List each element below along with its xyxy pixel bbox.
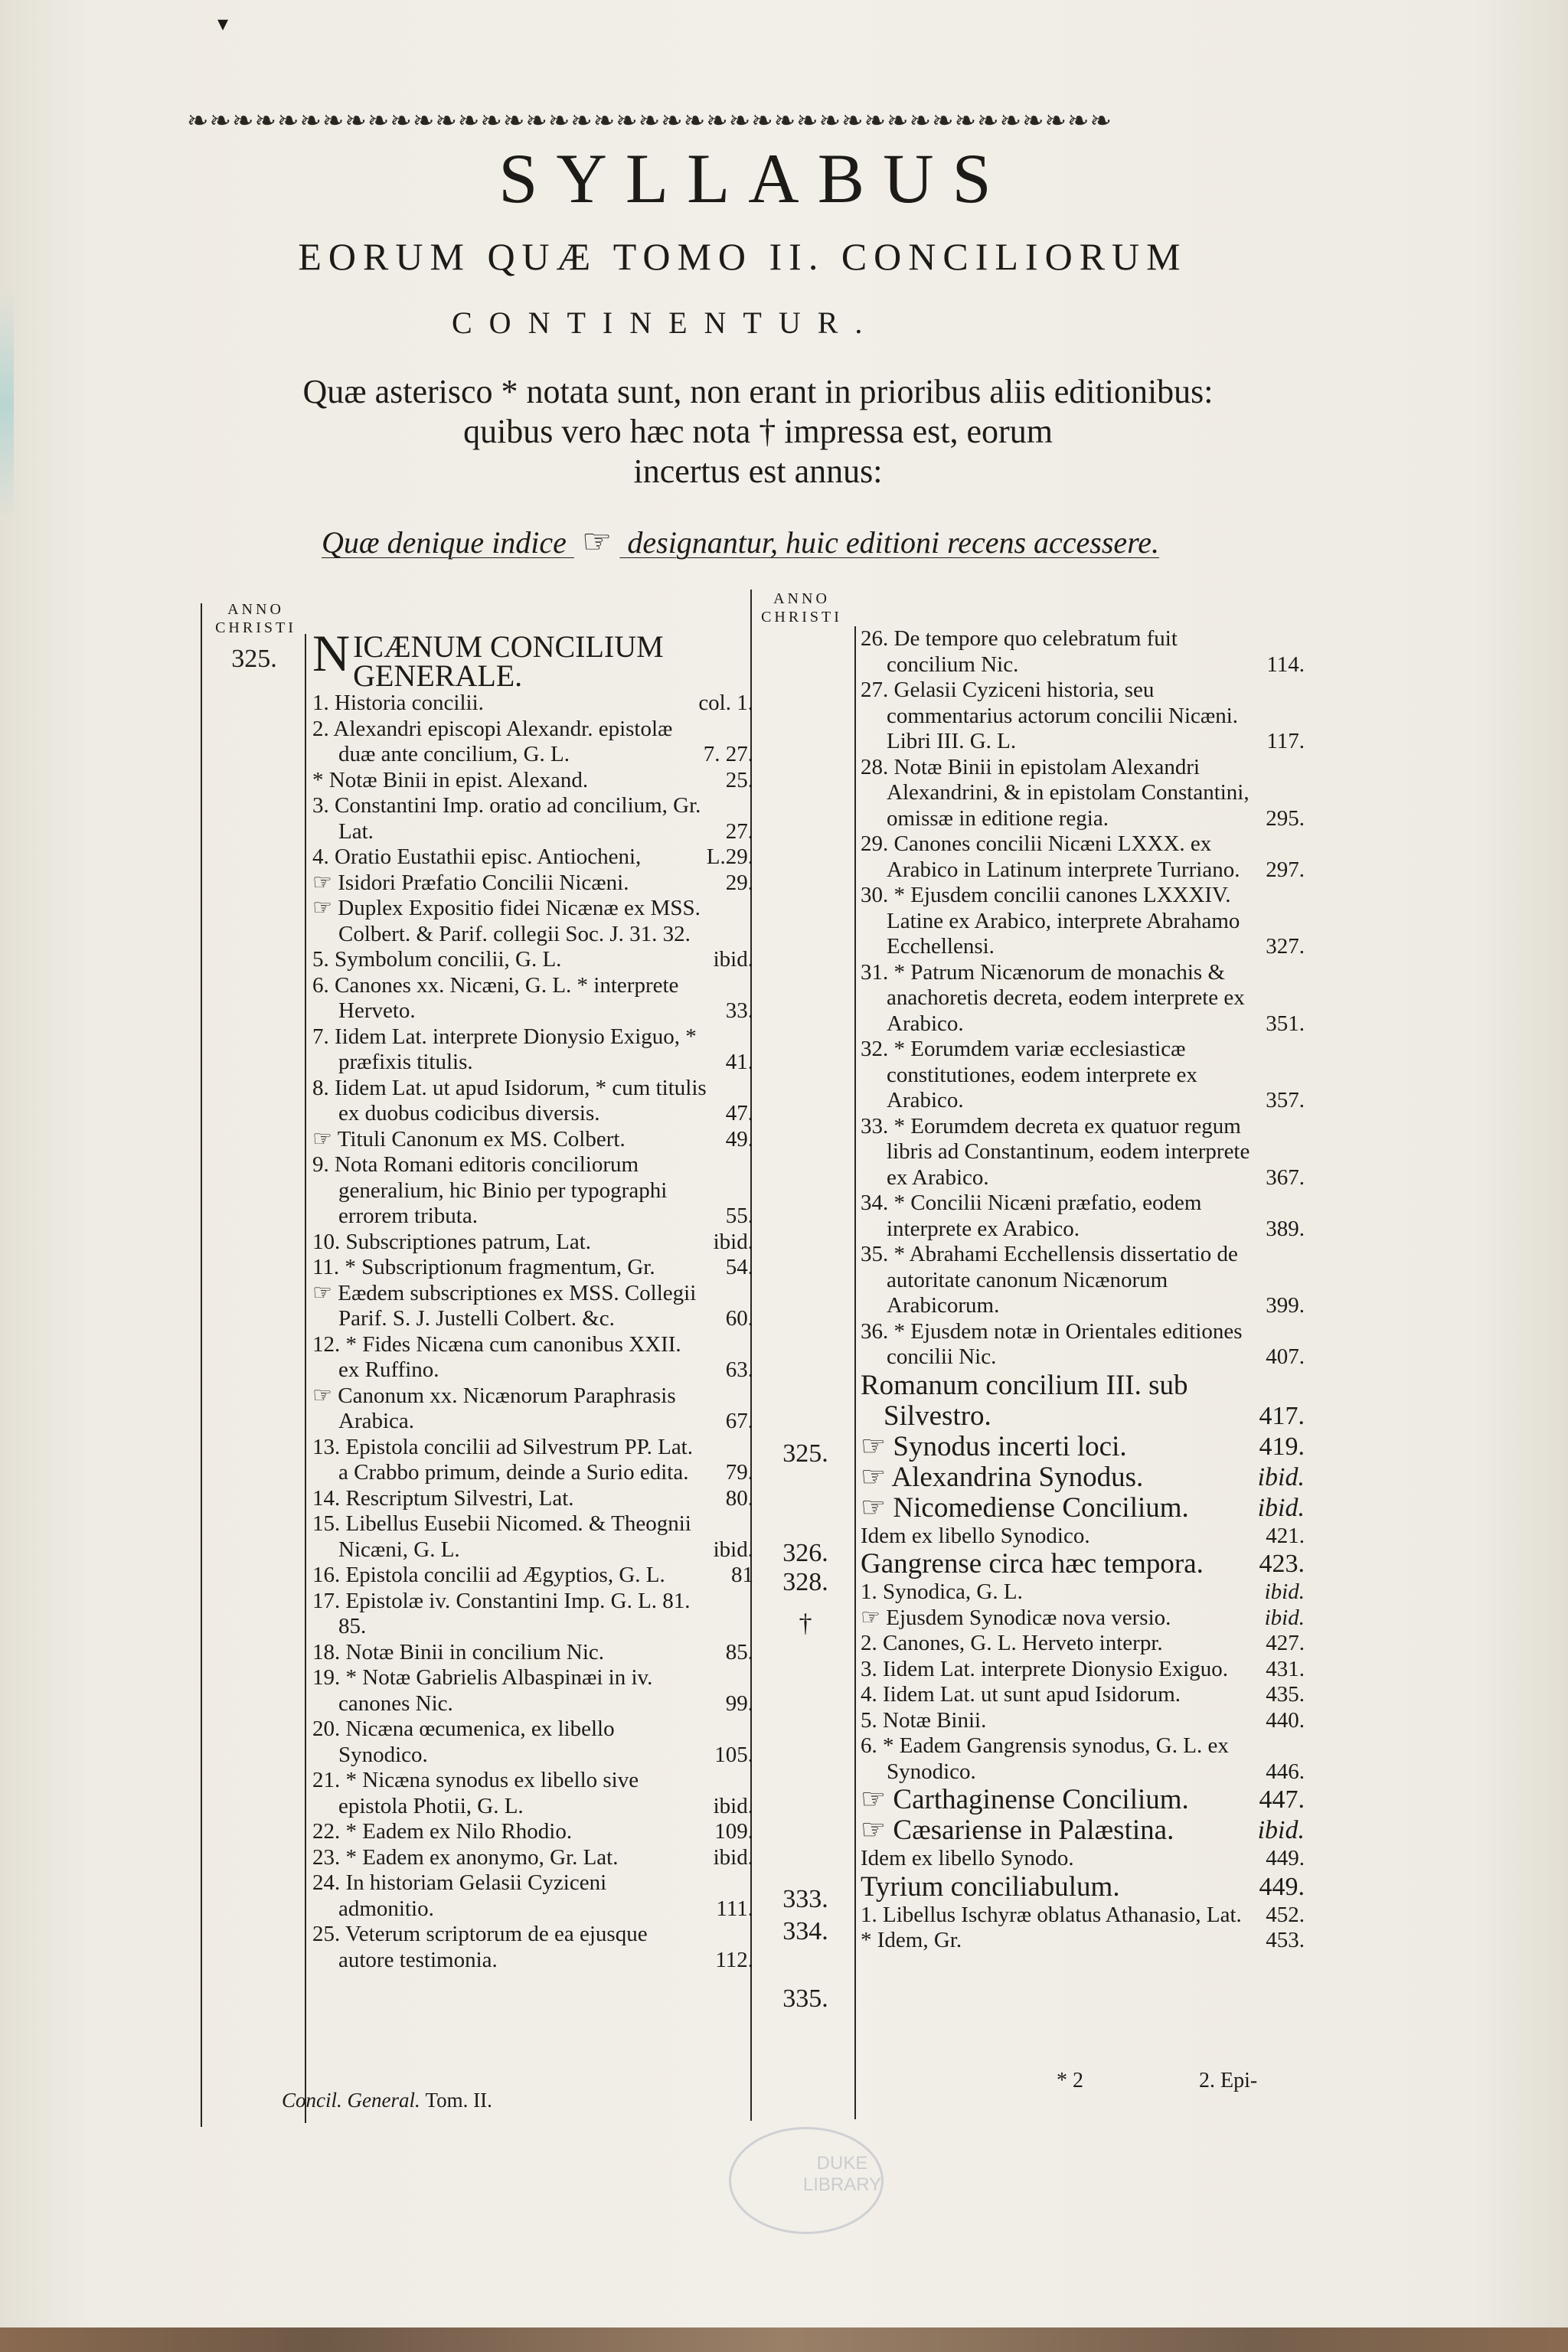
toc-entry-title: 23. * Eadem ex anonymo, Gr. Lat. <box>312 1844 619 1870</box>
toc-entry-title: 7. Iidem Lat. interprete Dionysio Exiguo, * præfixis titulis. <box>312 1024 697 1074</box>
toc-entry-title: 5. Notæ Binii. <box>861 1707 987 1733</box>
toc-entry-title: 3. Constantini Imp. oratio ad concilium, Gr. Lat. <box>312 793 701 844</box>
toc-entry-page: 79. <box>725 1460 753 1485</box>
toc-entry-page: 105. <box>714 1742 753 1767</box>
toc-entry-title: 24. In historiam Gelasii Cyziceni admonitio. <box>312 1870 607 1921</box>
toc-entry-page: 423. <box>1259 1550 1305 1578</box>
toc-entry-page: 49. <box>725 1126 753 1152</box>
toc-entry <box>861 1657 1305 1683</box>
toc-entry <box>861 1708 1305 1734</box>
toc-entry-title: ☞ Nicomediense Concilium. <box>861 1491 1189 1524</box>
toc-entry-page: 27. <box>725 818 753 844</box>
toc-entry-title: 21. * Nicæna synodus ex libello sive epistola Photii, G. L. <box>312 1768 639 1818</box>
toc-entry <box>312 1076 753 1127</box>
toc-entry <box>861 1493 1305 1524</box>
corner-mark: ▾ <box>217 11 229 36</box>
toc-entry-title: 33. * Eorumdem decreta ex quatuor regum libris ad Constantinum, eodem interprete ex Arabico. <box>861 1113 1250 1190</box>
toc-entry-page: 446. <box>1266 1759 1305 1784</box>
toc-entry <box>312 973 753 1024</box>
toc-entry-title: 17. Epistolæ iv. Constantini Imp. G. L. 81. 85. <box>312 1588 691 1638</box>
left-column <box>312 624 753 1973</box>
toc-entry-page: 111. <box>716 1896 753 1921</box>
footer-running-title <box>282 2089 492 2112</box>
toc-entry-title: ☞ Carthaginense Concilium. <box>861 1784 1189 1815</box>
toc-entry-title: 4. Oratio Eustathii episc. Antiocheni, <box>312 844 642 869</box>
toc-entry-page: ibid. <box>713 1844 753 1870</box>
toc-entry-page: 85. <box>725 1639 753 1664</box>
toc-entry <box>312 1819 753 1845</box>
toc-entry <box>861 1370 1305 1432</box>
toc-entry-page: 117. <box>1266 729 1305 753</box>
toc-entry-page: 407. <box>1266 1344 1305 1369</box>
toc-entry-page: 47. <box>725 1101 753 1125</box>
toc-entry <box>312 1024 753 1076</box>
toc-entry <box>312 717 753 768</box>
toc-entry-title: 6. * Eadem Gangrensis synodus, G. L. ex Synodico. <box>861 1733 1229 1784</box>
footer-title-plain: Tom. II. <box>425 2089 492 2112</box>
toc-entry-title: Idem ex libello Synodo. <box>861 1846 1074 1870</box>
toc-entry-title: ☞ Eædem subscriptiones ex MSS. Collegii Parif. S. J. Justelli Colbert. &c. <box>312 1280 697 1331</box>
header-ornament: ❧❧❧❧❧❧❧❧❧❧❧❧❧❧❧❧❧❧❧❧❧❧❧❧❧❧❧❧❧❧❧❧❧❧❧❧❧❧❧❧❧ <box>187 106 1113 135</box>
toc-entry-page: ibid. <box>713 947 753 972</box>
right-column <box>861 626 1305 1954</box>
toc-entry-title: 4. Iidem Lat. ut sunt apud Isidorum. <box>861 1682 1181 1707</box>
toc-entry-page: ibid. <box>1264 1579 1305 1604</box>
toc-entry-title: 10. Subscriptiones patrum, Lat. <box>312 1229 592 1254</box>
footer-title-italic: Concil. General. <box>282 2089 420 2112</box>
toc-entry <box>312 1255 753 1281</box>
toc-entry <box>312 1332 753 1383</box>
toc-entry <box>861 1928 1305 1954</box>
toc-entry-title: 1. Libellus Ischyræ oblatus Athanasio, Lat. <box>861 1902 1242 1927</box>
toc-entry <box>861 1682 1305 1708</box>
toc-entry <box>861 1903 1305 1929</box>
toc-entry-page: 440. <box>1266 1707 1305 1733</box>
toc-entry <box>861 1549 1305 1579</box>
toc-entry <box>861 883 1305 960</box>
toc-entry-page: 80. <box>725 1485 753 1511</box>
toc-entry-page: 112. <box>715 1947 753 1972</box>
toc-entry-page: 417. <box>1259 1401 1305 1430</box>
toc-entry-page: ibid. <box>713 1229 753 1254</box>
toc-entry <box>861 1631 1305 1657</box>
toc-entry <box>312 1845 753 1871</box>
toc-entry <box>312 1152 753 1230</box>
toc-entry-title: 13. Epistola concilii ad Silvestrum PP. Lat. a Crabbo primum, deinde a Surio edita. <box>312 1434 693 1485</box>
toc-entry-page: 29. <box>725 870 753 895</box>
year-label: 325. <box>231 645 277 673</box>
toc-entry-page: 33. <box>725 998 753 1023</box>
toc-entry-title: 27. Gelasii Cyziceni historia, seu commentarius actorum concilii Nicæni. Libri III. G. L. <box>861 678 1239 753</box>
toc-entry <box>312 1563 753 1589</box>
toc-entry-page: 99. <box>725 1690 753 1716</box>
toc-entry <box>861 960 1305 1037</box>
toc-entry <box>312 1281 753 1332</box>
toc-entry-page: 351. <box>1266 1011 1305 1036</box>
drop-cap: N <box>312 624 351 682</box>
anno-christi-left-header: ANNO CHRISTI <box>215 601 296 636</box>
toc-entry <box>312 947 753 973</box>
toc-entry-title: ☞ Canonum xx. Nicænorum Paraphrasis Arabica. <box>312 1383 676 1433</box>
toc-entry-page: 399. <box>1266 1293 1305 1318</box>
toc-entry-page: 63. <box>725 1357 753 1382</box>
toc-entry-title: 1. Historia concilii. <box>312 691 484 715</box>
toc-entry-page: 452. <box>1266 1902 1305 1927</box>
note-italic <box>322 522 1240 561</box>
toc-entry <box>312 1127 753 1153</box>
toc-entry <box>312 1511 753 1563</box>
toc-entry <box>861 1785 1305 1815</box>
toc-entry-page: 367. <box>1266 1165 1305 1190</box>
toc-entry-title: ☞ Cæsariense in Palæstina. <box>861 1815 1174 1846</box>
toc-entry <box>312 1589 753 1640</box>
toc-entry-title: 22. * Eadem ex Nilo Rhodio. <box>312 1819 573 1844</box>
toc-entry-title: 35. * Abrahami Ecchellensis dissertatio de autoritate canonum Nicænorum Arabicorum. <box>861 1242 1238 1318</box>
toc-entry-title: 5. Symbolum concilii, G. L. <box>312 947 562 972</box>
toc-entry-title: ☞ Ejusdem Synodicæ nova versio. <box>861 1605 1171 1630</box>
toc-entry-page: 449. <box>1266 1846 1305 1870</box>
toc-entry-page: 431. <box>1266 1656 1305 1681</box>
toc-entry-title: Idem ex libello Synodico. <box>861 1523 1090 1548</box>
toc-entry <box>312 1383 753 1435</box>
toc-entry-page: 295. <box>1266 805 1305 831</box>
toc-entry-title: ☞ Alexandrina Synodus. <box>861 1461 1144 1493</box>
toc-entry-page: 60. <box>725 1306 753 1331</box>
toc-entry <box>861 1606 1305 1632</box>
toc-entry-title: 3. Iidem Lat. interprete Dionysio Exiguo. <box>861 1656 1229 1681</box>
toc-entry-page: 7. 27. <box>703 742 753 766</box>
toc-entry-page: 297. <box>1266 857 1305 882</box>
toc-entry-page: 419. <box>1259 1432 1305 1461</box>
signature-mark: * 2 <box>1057 2069 1083 2092</box>
left-year-rule <box>305 634 306 2123</box>
toc-entry-page: 55. <box>725 1204 753 1228</box>
toc-entry-title: 8. Iidem Lat. ut apud Isidorum, * cum titulis ex duobus codicibus diversis. <box>312 1075 707 1125</box>
toc-entry-title: 15. Libellus Eusebii Nicomed. & Theognii Nicæni, G. L. <box>312 1511 691 1562</box>
toc-entry <box>312 1870 753 1922</box>
toc-entry-title: Romanum concilium III. sub Silvestro. <box>861 1369 1188 1432</box>
toc-entry <box>861 1579 1305 1606</box>
middle-year-rule <box>854 626 856 2119</box>
toc-entry <box>861 1432 1305 1462</box>
toc-entry-title: 11. * Subscriptionum fragmentum, Gr. <box>312 1255 655 1279</box>
toc-entry-page: 447. <box>1259 1785 1305 1814</box>
toc-entry <box>312 691 753 717</box>
toc-entry <box>312 768 753 794</box>
toc-entry-page: 41. <box>725 1050 753 1074</box>
note-line-1: Quæ asterisco * notata sunt, non erant in prioribus aliis editionibus: <box>302 373 1214 410</box>
toc-entry-page: ibid. <box>1257 1493 1305 1522</box>
toc-entry-page: 421. <box>1266 1523 1305 1548</box>
toc-entry-title: 14. Rescriptum Silvestri, Lat. <box>312 1485 574 1511</box>
year-label: 333. <box>782 1885 828 1913</box>
toc-entry <box>312 844 753 871</box>
toc-entry <box>861 1733 1305 1785</box>
toc-entry-page: ibid. <box>713 1793 753 1818</box>
toc-entry-page: 435. <box>1266 1682 1305 1707</box>
year-label: 335. <box>782 1984 828 2013</box>
toc-entry <box>861 1319 1305 1370</box>
toc-entry-title: 12. * Fides Nicæna cum canonibus XXII. ex Ruffino. <box>312 1331 681 1382</box>
page-edge-tab <box>0 291 14 521</box>
toc-entry-title: 16. Epistola concilii ad Ægyptios, G. L. <box>312 1563 665 1587</box>
toc-entry-page: 449. <box>1259 1872 1305 1901</box>
left-margin-rule <box>201 603 202 2127</box>
toc-entry-title: 9. Nota Romani editoris conciliorum generalium, hic Binio per typographi errorem tributa. <box>312 1152 668 1228</box>
toc-entry-page: col. 1. <box>698 691 753 715</box>
toc-entry <box>861 626 1305 678</box>
toc-entry <box>312 1665 753 1717</box>
toc-entry-title: 1. Synodica, G. L. <box>861 1579 1023 1604</box>
page-bottom-edge <box>0 2328 1568 2352</box>
toc-entry-page: 357. <box>1266 1088 1305 1112</box>
note-line-2: quibus vero hæc nota † impressa est, eorum <box>463 413 1053 450</box>
toc-entry <box>312 1768 753 1819</box>
toc-entry-page: 25. <box>725 767 753 792</box>
anno-christi-right-header: ANNO CHRISTI <box>761 590 842 626</box>
toc-entry <box>861 1815 1305 1846</box>
toc-entry-title: 25. Veterum scriptorum de ea ejusque autore testimonia. <box>312 1922 648 1972</box>
toc-entry <box>861 1037 1305 1114</box>
toc-entry-title: 30. * Ejusdem concilii canones LXXXIV. Latine ex Arabico, interprete Abrahamo Ecchellensi. <box>861 883 1240 959</box>
toc-entry-title: ☞ Synodus incerti loci. <box>861 1430 1127 1462</box>
toc-entry <box>861 1462 1305 1493</box>
toc-entry-page: ibid. <box>1264 1605 1305 1630</box>
toc-entry-page: 54. <box>725 1255 753 1279</box>
library-stamp-text: DUKE LIBRARY <box>802 2153 882 2195</box>
subtitle-line-1: EORUM QUÆ TOMO II. CONCILIORUM <box>298 235 1187 278</box>
toc-entry <box>861 1242 1305 1319</box>
toc-entry-title: 6. Canones xx. Nicæni, G. L. * interprete Herveto. <box>312 972 679 1023</box>
toc-entry <box>861 1872 1305 1903</box>
toc-entry <box>861 1846 1305 1872</box>
toc-entry <box>861 831 1305 883</box>
toc-entry <box>312 1640 753 1666</box>
toc-entry <box>312 1486 753 1512</box>
year-label: 328. <box>782 1568 828 1596</box>
year-label: 326. <box>782 1539 828 1567</box>
note-italic-after: designantur, huic editioni recens accessere. <box>627 525 1160 560</box>
year-label: 334. <box>782 1917 828 1945</box>
toc-entry-title: 26. De tempore quo celebratum fuit concilium Nic. <box>861 626 1178 677</box>
subtitle-line-2: CONTINENTUR. <box>452 305 880 340</box>
toc-entry-title: 32. * Eorumdem variæ ecclesiasticæ constitutiones, eodem interprete ex Arabico. <box>861 1037 1197 1112</box>
page-title: SYLLABUS <box>498 139 1010 217</box>
council-heading-text: ICÆNUM CONCILIUM GENERALE. <box>353 629 664 693</box>
toc-entry-page: 81 <box>731 1563 753 1587</box>
toc-entry <box>312 1230 753 1256</box>
toc-entry-page: 389. <box>1266 1216 1305 1241</box>
toc-entry <box>312 871 753 897</box>
toc-entry-title: * Idem, Gr. <box>861 1928 962 1952</box>
toc-entry-title: 31. * Patrum Nicænorum de monachis & anachoretis decreta, eodem interprete ex Arabico. <box>861 959 1245 1036</box>
toc-entry-title: 36. * Ejusdem notæ in Orientales editiones concilii Nic. <box>861 1318 1243 1369</box>
toc-entry <box>861 755 1305 832</box>
toc-entry-title: 34. * Concilii Nicæni præfatio, eodem interprete ex Arabico. <box>861 1191 1202 1241</box>
toc-entry-title: ☞ Tituli Canonum ex MS. Colbert. <box>312 1126 626 1152</box>
toc-entry-title: ☞ Duplex Expositio fidei Nicænæ ex MSS. Colbert. & Parif. collegii Soc. J. 31. 32. <box>312 896 701 946</box>
toc-entry <box>312 1922 753 1973</box>
toc-entry-page: 453. <box>1266 1928 1305 1952</box>
toc-entry <box>312 896 753 947</box>
toc-entry-page: ibid. <box>1257 1816 1305 1844</box>
toc-entry-page: 67. <box>725 1409 753 1433</box>
toc-entry-page: ibid. <box>1257 1462 1305 1491</box>
year-dagger: † <box>799 1609 812 1638</box>
note-italic-before: Quæ denique indice <box>322 525 567 560</box>
catchword: 2. Epi- <box>1199 2069 1258 2092</box>
toc-entry-title: 29. Canones concilii Nicæni LXXX. ex Arabico in Latinum interprete Turriano. <box>861 831 1240 882</box>
pointing-hand-icon: ☞ <box>581 523 612 560</box>
toc-entry-title: 20. Nicæna œcumenica, ex libello Synodico. <box>312 1717 615 1767</box>
toc-entry-page: L.29. <box>706 844 753 869</box>
toc-entry-page: 327. <box>1266 934 1305 959</box>
toc-entry-page: 427. <box>1266 1631 1305 1655</box>
toc-entry <box>312 1435 753 1486</box>
toc-entry-title: 18. Notæ Binii in concilium Nic. <box>312 1639 605 1664</box>
toc-entry-title: Tyrium conciliabulum. <box>861 1870 1120 1903</box>
council-heading <box>312 624 753 693</box>
toc-entry-page: 109. <box>714 1819 753 1844</box>
toc-entry <box>861 1114 1305 1191</box>
toc-entry-title: Gangrense circa hæc tempora. <box>861 1548 1204 1579</box>
toc-entry-page: 114. <box>1266 652 1305 677</box>
note-line-3: incertus est annus: <box>633 452 883 490</box>
toc-entry <box>861 678 1305 755</box>
toc-entry <box>861 1191 1305 1242</box>
year-label: 325. <box>782 1439 828 1468</box>
toc-entry-title: ☞ Isidori Præfatio Concilii Nicæni. <box>312 870 629 895</box>
toc-entry-title: 28. Notæ Binii in epistolam Alexandri Alexandrini, & in epistolam Constantini, omissæ in editione regia. <box>861 754 1250 831</box>
toc-entry <box>312 793 753 844</box>
toc-entry-title: 2. Alexandri episcopi Alexandr. epistolæ duæ ante concilium, G. L. <box>312 716 673 766</box>
toc-entry <box>861 1524 1305 1550</box>
toc-entry-title: * Notæ Binii in epist. Alexand. <box>312 767 589 792</box>
toc-entry-page: ibid. <box>713 1537 753 1562</box>
toc-entry-title: 19. * Notæ Gabrielis Albaspinæi in iv. canones Nic. <box>312 1665 653 1716</box>
toc-entry-title: 2. Canones, G. L. Herveto interpr. <box>861 1631 1163 1655</box>
toc-entry <box>312 1717 753 1768</box>
